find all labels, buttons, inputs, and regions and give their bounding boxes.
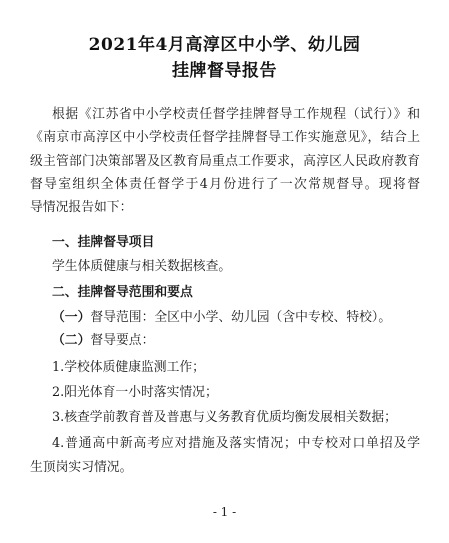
intro-line-4: 督导室组织全体责任督学于4月份进行了一次常规督导。现将督 — [30, 177, 420, 192]
points-text: 督导要点： — [90, 333, 155, 348]
section1-heading: 一、挂牌督导项目 — [52, 235, 155, 250]
page-number: - 1 - — [212, 505, 237, 519]
intro-line-1: 根据《江苏省中小学校责任督学挂牌督导工作规程（试行）》和 — [52, 107, 420, 122]
scope-text: 督导范围：全区中小学、幼儿园（含中专校、特校）。 — [90, 310, 392, 325]
point-4-line1: 4.普通高中新高考应对措施及落实情况；中专校对口单招及学 — [52, 436, 420, 451]
point-4-line2: 生顶岗实习情况。 — [30, 460, 133, 475]
point-3: 3.核查学前教育普及普惠与义务教育优质均衡发展相关数据； — [52, 410, 397, 425]
intro-line-2: 《南京市高淳区中小学校责任督学挂牌督导工作实施意见》，结合上 — [30, 130, 420, 145]
scope-line — [52, 310, 391, 326]
document-title-line1: 2021年4月高淳区中小学、幼儿园 — [88, 35, 361, 55]
document-title-line2: 挂牌督导报告 — [172, 61, 277, 81]
section1-text: 学生体质健康与相关数据核查。 — [52, 259, 232, 274]
section2-heading: 二、挂牌督导范围和要点 — [52, 285, 193, 300]
point-2: 2.阳光体育一小时落实情况； — [52, 385, 218, 400]
intro-line-5: 导情况报告如下： — [30, 200, 133, 215]
point-1: 1.学校体质健康监测工作； — [52, 360, 205, 375]
points-line — [52, 333, 154, 349]
points-label: （二） — [52, 333, 91, 348]
scope-label: （一） — [52, 310, 91, 325]
intro-line-3: 级主管部门决策部署及区教育局重点工作要求，高淳区人民政府教育 — [30, 154, 420, 169]
